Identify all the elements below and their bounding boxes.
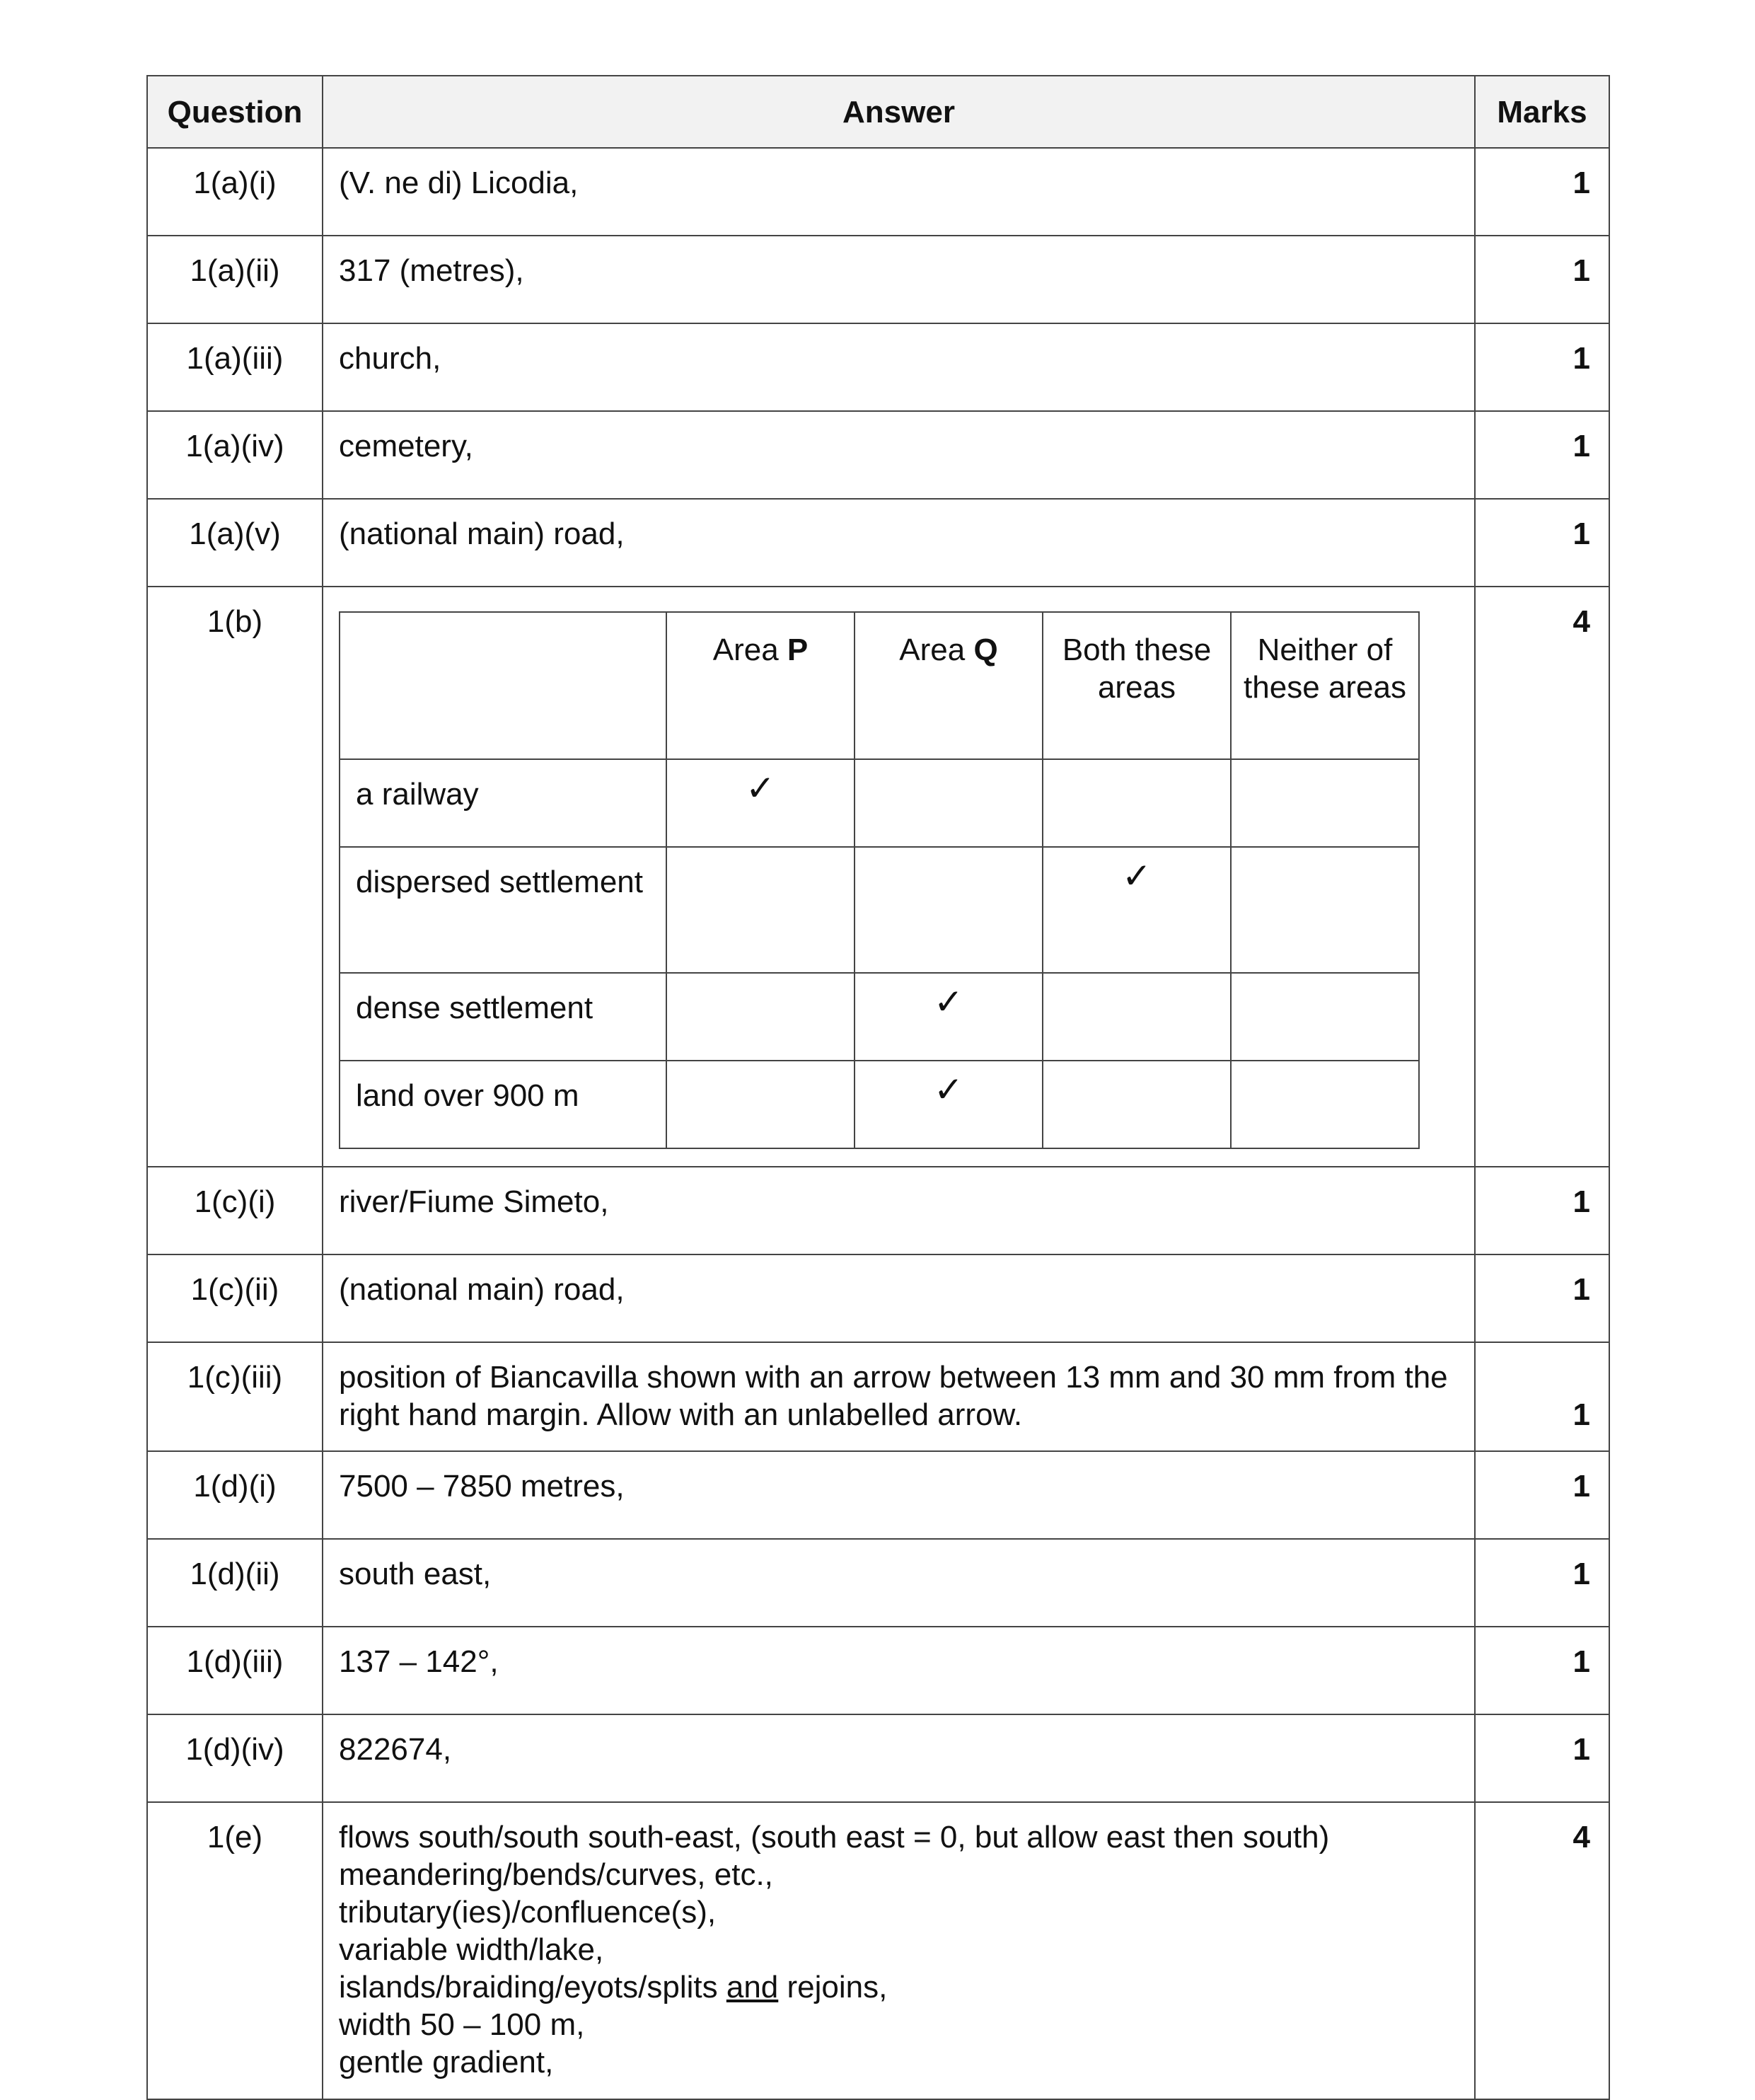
check-cell [1231, 973, 1419, 1061]
answer-text: 317 (metres), [323, 236, 1475, 323]
col-header-letter: Q [973, 633, 998, 667]
marks-header: Marks [1475, 76, 1609, 148]
answer-text: position of Biancavilla shown with an arrow between 13 mm and 30 mm from the right hand margin. Allow with an unlabelled arrow. [323, 1342, 1475, 1451]
answer-header: Answer [323, 76, 1475, 148]
table-row [147, 1451, 1609, 1539]
answer-text: 137 – 142°, [323, 1627, 1475, 1714]
answer-text: south east, [323, 1539, 1475, 1627]
answer-line-part: islands/braiding/eyots/splits [339, 1970, 726, 2004]
grid-row-label: a railway [340, 759, 666, 847]
grid-row-label: land over 900 m [340, 1061, 666, 1148]
marks-value [1475, 1342, 1609, 1451]
answer-line: flows south/south south-east, (south east = 0, but allow east then south) [339, 1820, 1330, 1854]
col-header-prefix: Area [899, 633, 974, 667]
marks-value: 1 [1475, 499, 1609, 587]
table-row-1e [147, 1802, 1609, 2099]
answer-text: 7500 – 7850 metres, [323, 1451, 1475, 1539]
marks-value: 1 [1475, 1627, 1609, 1714]
col-header-prefix: Area [712, 633, 787, 667]
check-cell [1043, 1061, 1231, 1148]
check-cell [1231, 1061, 1419, 1148]
question-number: 1(d)(iv) [147, 1714, 323, 1802]
check-cell [1043, 759, 1231, 847]
marks-value: 1 [1475, 323, 1609, 411]
col-header-letter: P [787, 633, 809, 667]
underlined-word: and [726, 1970, 779, 2004]
answer-line: tributary(ies)/confluence(s), [339, 1895, 717, 1929]
answer-grid-cell [323, 587, 1475, 1167]
answer-line: gentle gradient, [339, 2045, 554, 2079]
table-row [147, 1342, 1609, 1451]
marks-value: 1 [1475, 236, 1609, 323]
table-row [147, 1714, 1609, 1802]
check-cell [855, 1061, 1043, 1148]
question-header: Question [147, 76, 323, 148]
marks-value: 1 [1475, 1167, 1609, 1254]
grid-row-label: dense settlement [340, 973, 666, 1061]
answer-text: (national main) road, [323, 499, 1475, 587]
col-header-neither [1231, 612, 1419, 759]
question-number: 1(d)(iii) [147, 1627, 323, 1714]
table-row [147, 1254, 1609, 1342]
answer-text: (V. ne di) Licodia, [323, 148, 1475, 236]
question-number: 1(b) [147, 587, 323, 1167]
mark-scheme-table [146, 75, 1610, 2100]
check-cell [666, 759, 855, 847]
grid-row [340, 759, 1419, 847]
check-cell [1231, 847, 1419, 973]
grid-row [340, 847, 1419, 973]
table-row [147, 1539, 1609, 1627]
table-row [147, 1627, 1609, 1714]
question-number: 1(a)(i) [147, 148, 323, 236]
answer-line [339, 1968, 1459, 2006]
grid-row [340, 973, 1419, 1061]
question-number: 1(c)(iii) [147, 1342, 323, 1451]
question-number: 1(c)(ii) [147, 1254, 323, 1342]
marks-number: 1 [1572, 1397, 1590, 1432]
answer-text: (national main) road, [323, 1254, 1475, 1342]
grid-row [340, 1061, 1419, 1148]
check-cell [666, 973, 855, 1061]
col-header-both [1043, 612, 1231, 759]
check-cell [1043, 973, 1231, 1061]
table-row [147, 1167, 1609, 1254]
marks-value: 4 [1475, 1802, 1609, 2099]
question-number: 1(e) [147, 1802, 323, 2099]
grid-corner-cell [340, 612, 666, 759]
table-row [147, 323, 1609, 411]
marks-value: 1 [1475, 411, 1609, 499]
check-cell [855, 973, 1043, 1061]
answer-line-part: rejoins, [778, 1970, 888, 2004]
check-cell [666, 847, 855, 973]
check-mark-icon: ✓ [934, 982, 963, 1022]
question-number: 1(a)(ii) [147, 236, 323, 323]
answer-text: river/Fiume Simeto, [323, 1167, 1475, 1254]
answer-line: meandering/bends/curves, etc., [339, 1857, 773, 1892]
table-row-1b [147, 587, 1609, 1167]
marks-value: 1 [1475, 1539, 1609, 1627]
grid-header-row [340, 612, 1419, 759]
question-number: 1(a)(v) [147, 499, 323, 587]
marks-value: 1 [1475, 1254, 1609, 1342]
check-mark-icon: ✓ [934, 1070, 963, 1109]
col-header-area-p [666, 612, 855, 759]
col-header-prefix: Neither of these areas [1244, 633, 1406, 705]
area-classification-table [339, 611, 1420, 1149]
check-cell [666, 1061, 855, 1148]
answer-text: cemetery, [323, 411, 1475, 499]
question-number: 1(c)(i) [147, 1167, 323, 1254]
check-cell [1231, 759, 1419, 847]
answer-text: 822674, [323, 1714, 1475, 1802]
table-row [147, 148, 1609, 236]
col-header-prefix: Both these areas [1062, 633, 1212, 705]
table-row [147, 499, 1609, 587]
check-cell [855, 847, 1043, 973]
question-number: 1(d)(i) [147, 1451, 323, 1539]
marks-value: 1 [1475, 148, 1609, 236]
marks-value: 1 [1475, 1451, 1609, 1539]
check-mark-icon: ✓ [746, 768, 775, 808]
check-mark-icon: ✓ [1122, 856, 1152, 896]
table-row [147, 236, 1609, 323]
grid-row-label: dispersed settlement [340, 847, 666, 973]
question-number: 1(a)(iii) [147, 323, 323, 411]
answer-line: variable width/lake, [339, 1932, 604, 1967]
question-number: 1(d)(ii) [147, 1539, 323, 1627]
question-number: 1(a)(iv) [147, 411, 323, 499]
check-cell [855, 759, 1043, 847]
answer-line: width 50 – 100 m, [339, 2007, 585, 2042]
col-header-area-q [855, 612, 1043, 759]
answer-list [323, 1802, 1475, 2099]
answer-text: church, [323, 323, 1475, 411]
check-cell [1043, 847, 1231, 973]
marks-value: 4 [1475, 587, 1609, 1167]
table-row [147, 411, 1609, 499]
marks-value: 1 [1475, 1714, 1609, 1802]
header-row [147, 76, 1609, 148]
